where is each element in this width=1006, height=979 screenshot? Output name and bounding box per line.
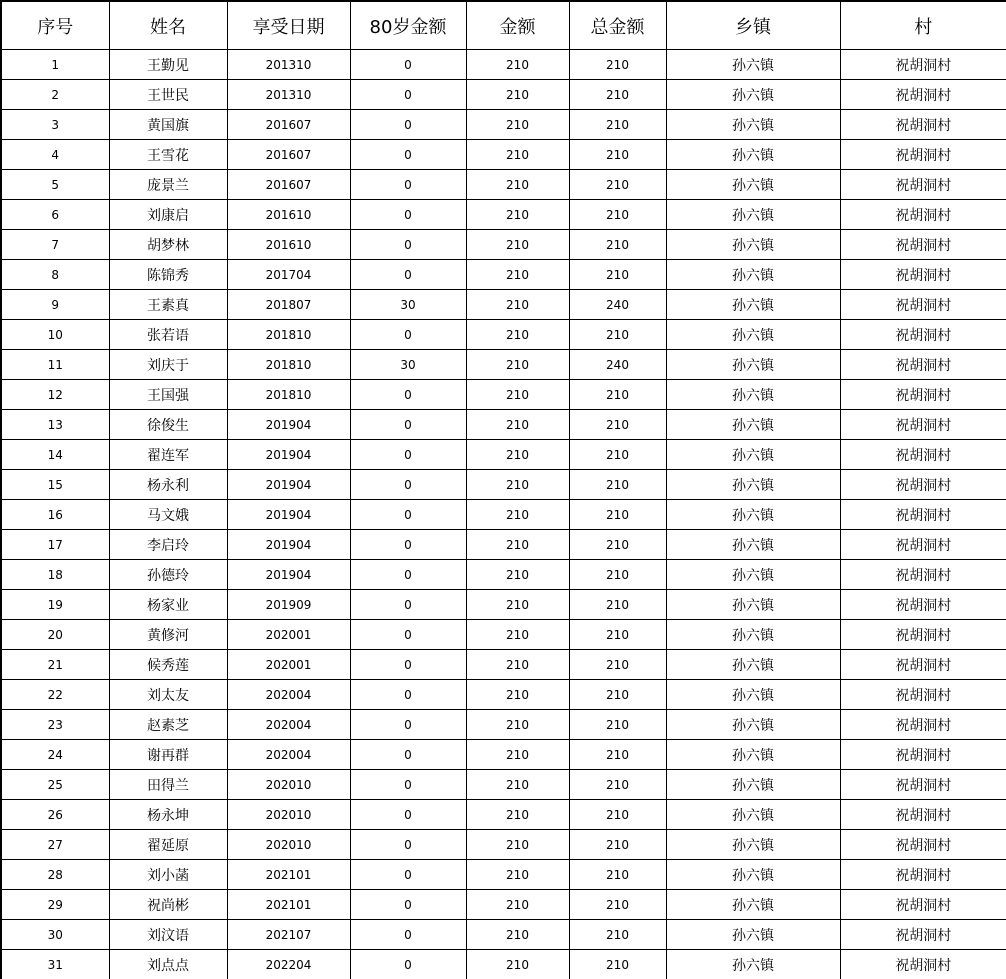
total-amount-cell: 210 — [569, 860, 666, 890]
township-cell: 孙六镇 — [666, 890, 840, 920]
total-amount-cell: 210 — [569, 770, 666, 800]
age80-amount-cell: 0 — [350, 530, 466, 560]
amount-cell: 210 — [466, 320, 569, 350]
table-row — [1, 140, 1006, 170]
name-cell: 候秀莲 — [109, 650, 227, 680]
village-cell: 祝胡洞村 — [840, 380, 1006, 410]
table-row — [1, 110, 1006, 140]
table-row — [1, 890, 1006, 920]
name-cell: 赵素芝 — [109, 710, 227, 740]
amount-cell: 210 — [466, 620, 569, 650]
age80-amount-cell: 0 — [350, 890, 466, 920]
age80-amount-cell: 0 — [350, 200, 466, 230]
amount-cell: 210 — [466, 950, 569, 979]
header-start-date: 享受日期 — [227, 1, 350, 50]
total-amount-cell: 210 — [569, 560, 666, 590]
name-cell: 刘小菡 — [109, 860, 227, 890]
name-cell: 王国强 — [109, 380, 227, 410]
date-cell: 201904 — [227, 470, 350, 500]
date-cell: 202001 — [227, 620, 350, 650]
township-cell: 孙六镇 — [666, 560, 840, 590]
total-amount-cell: 210 — [569, 590, 666, 620]
township-cell: 孙六镇 — [666, 530, 840, 560]
name-cell: 翟延原 — [109, 830, 227, 860]
table-row — [1, 590, 1006, 620]
header-total-amount: 总金额 — [569, 1, 666, 50]
age80-amount-cell: 0 — [350, 140, 466, 170]
total-amount-cell: 210 — [569, 920, 666, 950]
village-cell: 祝胡洞村 — [840, 230, 1006, 260]
total-amount-cell: 210 — [569, 530, 666, 560]
name-cell: 刘太友 — [109, 680, 227, 710]
total-amount-cell: 210 — [569, 710, 666, 740]
table-row — [1, 920, 1006, 950]
amount-cell: 210 — [466, 350, 569, 380]
amount-cell: 210 — [466, 800, 569, 830]
age80-amount-cell: 0 — [350, 770, 466, 800]
name-cell: 刘汶语 — [109, 920, 227, 950]
township-cell: 孙六镇 — [666, 380, 840, 410]
serial-cell: 21 — [1, 650, 109, 680]
township-cell: 孙六镇 — [666, 920, 840, 950]
total-amount-cell: 210 — [569, 500, 666, 530]
age80-amount-cell: 0 — [350, 440, 466, 470]
township-cell: 孙六镇 — [666, 770, 840, 800]
village-cell: 祝胡洞村 — [840, 50, 1006, 80]
amount-cell: 210 — [466, 140, 569, 170]
table-row — [1, 290, 1006, 320]
total-amount-cell: 210 — [569, 440, 666, 470]
total-amount-cell: 210 — [569, 650, 666, 680]
serial-cell: 2 — [1, 80, 109, 110]
header-serial-number: 序号 — [1, 1, 109, 50]
age80-amount-cell: 30 — [350, 350, 466, 380]
village-cell: 祝胡洞村 — [840, 800, 1006, 830]
township-cell: 孙六镇 — [666, 860, 840, 890]
date-cell: 202107 — [227, 920, 350, 950]
table-row — [1, 470, 1006, 500]
serial-cell: 31 — [1, 950, 109, 979]
age80-amount-cell: 0 — [350, 680, 466, 710]
township-cell: 孙六镇 — [666, 350, 840, 380]
name-cell: 王素真 — [109, 290, 227, 320]
serial-cell: 11 — [1, 350, 109, 380]
serial-cell: 24 — [1, 740, 109, 770]
serial-cell: 25 — [1, 770, 109, 800]
serial-cell: 7 — [1, 230, 109, 260]
age80-amount-cell: 0 — [350, 260, 466, 290]
table-row — [1, 530, 1006, 560]
age80-amount-cell: 0 — [350, 740, 466, 770]
age80-amount-cell: 0 — [350, 500, 466, 530]
amount-cell: 210 — [466, 110, 569, 140]
township-cell: 孙六镇 — [666, 140, 840, 170]
date-cell: 202010 — [227, 800, 350, 830]
amount-cell: 210 — [466, 680, 569, 710]
table-row — [1, 170, 1006, 200]
name-cell: 黄国旗 — [109, 110, 227, 140]
name-cell: 王世民 — [109, 80, 227, 110]
amount-cell: 210 — [466, 260, 569, 290]
table-row — [1, 560, 1006, 590]
total-amount-cell: 210 — [569, 200, 666, 230]
name-cell: 王雪花 — [109, 140, 227, 170]
name-cell: 祝尚彬 — [109, 890, 227, 920]
amount-cell: 210 — [466, 590, 569, 620]
amount-cell: 210 — [466, 290, 569, 320]
table-row — [1, 260, 1006, 290]
township-cell: 孙六镇 — [666, 650, 840, 680]
serial-cell: 17 — [1, 530, 109, 560]
township-cell: 孙六镇 — [666, 710, 840, 740]
date-cell: 201310 — [227, 50, 350, 80]
total-amount-cell: 210 — [569, 620, 666, 650]
village-cell: 祝胡洞村 — [840, 440, 1006, 470]
village-cell: 祝胡洞村 — [840, 620, 1006, 650]
table-row — [1, 860, 1006, 890]
header-township: 乡镇 — [666, 1, 840, 50]
date-cell: 202101 — [227, 890, 350, 920]
serial-cell: 8 — [1, 260, 109, 290]
village-cell: 祝胡洞村 — [840, 350, 1006, 380]
name-cell: 王勤见 — [109, 50, 227, 80]
table-row — [1, 770, 1006, 800]
age80-amount-cell: 0 — [350, 80, 466, 110]
serial-cell: 26 — [1, 800, 109, 830]
village-cell: 祝胡洞村 — [840, 590, 1006, 620]
serial-cell: 5 — [1, 170, 109, 200]
village-cell: 祝胡洞村 — [840, 920, 1006, 950]
total-amount-cell: 210 — [569, 800, 666, 830]
name-cell: 刘庆于 — [109, 350, 227, 380]
village-cell: 祝胡洞村 — [840, 290, 1006, 320]
village-cell: 祝胡洞村 — [840, 710, 1006, 740]
age80-amount-cell: 0 — [350, 860, 466, 890]
age80-amount-cell: 0 — [350, 920, 466, 950]
amount-cell: 210 — [466, 200, 569, 230]
total-amount-cell: 210 — [569, 260, 666, 290]
serial-cell: 4 — [1, 140, 109, 170]
township-cell: 孙六镇 — [666, 410, 840, 440]
village-cell: 祝胡洞村 — [840, 80, 1006, 110]
village-cell: 祝胡洞村 — [840, 410, 1006, 440]
amount-cell: 210 — [466, 440, 569, 470]
village-cell: 祝胡洞村 — [840, 650, 1006, 680]
name-cell: 陈锦秀 — [109, 260, 227, 290]
table-row — [1, 230, 1006, 260]
township-cell: 孙六镇 — [666, 800, 840, 830]
serial-cell: 19 — [1, 590, 109, 620]
township-cell: 孙六镇 — [666, 170, 840, 200]
village-cell: 祝胡洞村 — [840, 260, 1006, 290]
serial-cell: 15 — [1, 470, 109, 500]
amount-cell: 210 — [466, 50, 569, 80]
township-cell: 孙六镇 — [666, 80, 840, 110]
table-row — [1, 950, 1006, 979]
date-cell: 202010 — [227, 770, 350, 800]
name-cell: 杨永坤 — [109, 800, 227, 830]
total-amount-cell: 210 — [569, 320, 666, 350]
date-cell: 201607 — [227, 140, 350, 170]
date-cell: 202004 — [227, 710, 350, 740]
date-cell: 201607 — [227, 170, 350, 200]
name-cell: 黄修河 — [109, 620, 227, 650]
header-age80-amount: 80岁金额 — [350, 1, 466, 50]
name-cell: 孙德玲 — [109, 560, 227, 590]
amount-cell: 210 — [466, 770, 569, 800]
total-amount-cell: 210 — [569, 170, 666, 200]
village-cell: 祝胡洞村 — [840, 500, 1006, 530]
township-cell: 孙六镇 — [666, 230, 840, 260]
date-cell: 201810 — [227, 380, 350, 410]
date-cell: 201607 — [227, 110, 350, 140]
age80-amount-cell: 30 — [350, 290, 466, 320]
date-cell: 202004 — [227, 740, 350, 770]
total-amount-cell: 210 — [569, 230, 666, 260]
age80-amount-cell: 0 — [350, 710, 466, 740]
amount-cell: 210 — [466, 710, 569, 740]
village-cell: 祝胡洞村 — [840, 890, 1006, 920]
total-amount-cell: 210 — [569, 50, 666, 80]
amount-cell: 210 — [466, 830, 569, 860]
table-row — [1, 80, 1006, 110]
amount-cell: 210 — [466, 380, 569, 410]
serial-cell: 28 — [1, 860, 109, 890]
amount-cell: 210 — [466, 170, 569, 200]
name-cell: 田得兰 — [109, 770, 227, 800]
age80-amount-cell: 0 — [350, 620, 466, 650]
age80-amount-cell: 0 — [350, 110, 466, 140]
table-row — [1, 380, 1006, 410]
total-amount-cell: 240 — [569, 350, 666, 380]
age80-amount-cell: 0 — [350, 410, 466, 440]
name-cell: 杨永利 — [109, 470, 227, 500]
header-village: 村 — [840, 1, 1006, 50]
table-row — [1, 200, 1006, 230]
name-cell: 徐俊生 — [109, 410, 227, 440]
township-cell: 孙六镇 — [666, 680, 840, 710]
age80-amount-cell: 0 — [350, 590, 466, 620]
village-cell: 祝胡洞村 — [840, 560, 1006, 590]
date-cell: 201610 — [227, 230, 350, 260]
township-cell: 孙六镇 — [666, 50, 840, 80]
amount-cell: 210 — [466, 530, 569, 560]
serial-cell: 30 — [1, 920, 109, 950]
total-amount-cell: 210 — [569, 80, 666, 110]
date-cell: 201704 — [227, 260, 350, 290]
table-body — [1, 50, 1006, 979]
date-cell: 202004 — [227, 680, 350, 710]
age80-amount-cell: 0 — [350, 650, 466, 680]
village-cell: 祝胡洞村 — [840, 740, 1006, 770]
serial-cell: 13 — [1, 410, 109, 440]
table-row — [1, 410, 1006, 440]
age80-amount-cell: 0 — [350, 560, 466, 590]
date-cell: 201810 — [227, 350, 350, 380]
table-row — [1, 680, 1006, 710]
table-row — [1, 320, 1006, 350]
village-cell: 祝胡洞村 — [840, 830, 1006, 860]
age80-amount-cell: 0 — [350, 380, 466, 410]
header-amount: 金额 — [466, 1, 569, 50]
age80-amount-cell: 0 — [350, 320, 466, 350]
township-cell: 孙六镇 — [666, 470, 840, 500]
amount-cell: 210 — [466, 890, 569, 920]
amount-cell: 210 — [466, 740, 569, 770]
total-amount-cell: 210 — [569, 410, 666, 440]
total-amount-cell: 210 — [569, 680, 666, 710]
total-amount-cell: 210 — [569, 380, 666, 410]
date-cell: 201904 — [227, 410, 350, 440]
amount-cell: 210 — [466, 470, 569, 500]
date-cell: 202010 — [227, 830, 350, 860]
age80-amount-cell: 0 — [350, 470, 466, 500]
name-cell: 庞景兰 — [109, 170, 227, 200]
township-cell: 孙六镇 — [666, 620, 840, 650]
table-row — [1, 440, 1006, 470]
table-row — [1, 740, 1006, 770]
village-cell: 祝胡洞村 — [840, 140, 1006, 170]
total-amount-cell: 240 — [569, 290, 666, 320]
serial-cell: 27 — [1, 830, 109, 860]
serial-cell: 6 — [1, 200, 109, 230]
township-cell: 孙六镇 — [666, 110, 840, 140]
date-cell: 202001 — [227, 650, 350, 680]
serial-cell: 9 — [1, 290, 109, 320]
village-cell: 祝胡洞村 — [840, 110, 1006, 140]
total-amount-cell: 210 — [569, 470, 666, 500]
serial-cell: 29 — [1, 890, 109, 920]
township-cell: 孙六镇 — [666, 440, 840, 470]
date-cell: 201610 — [227, 200, 350, 230]
serial-cell: 20 — [1, 620, 109, 650]
header-name: 姓名 — [109, 1, 227, 50]
township-cell: 孙六镇 — [666, 200, 840, 230]
village-cell: 祝胡洞村 — [840, 170, 1006, 200]
table-row — [1, 710, 1006, 740]
village-cell: 祝胡洞村 — [840, 680, 1006, 710]
amount-cell: 210 — [466, 80, 569, 110]
date-cell: 201909 — [227, 590, 350, 620]
village-cell: 祝胡洞村 — [840, 320, 1006, 350]
amount-cell: 210 — [466, 650, 569, 680]
amount-cell: 210 — [466, 230, 569, 260]
total-amount-cell: 210 — [569, 140, 666, 170]
village-cell: 祝胡洞村 — [840, 860, 1006, 890]
village-cell: 祝胡洞村 — [840, 200, 1006, 230]
township-cell: 孙六镇 — [666, 830, 840, 860]
date-cell: 202101 — [227, 860, 350, 890]
age80-amount-cell: 0 — [350, 230, 466, 260]
name-cell: 马文娥 — [109, 500, 227, 530]
township-cell: 孙六镇 — [666, 500, 840, 530]
serial-cell: 16 — [1, 500, 109, 530]
age80-amount-cell: 0 — [350, 50, 466, 80]
table-row — [1, 500, 1006, 530]
date-cell: 201310 — [227, 80, 350, 110]
table-row — [1, 50, 1006, 80]
name-cell: 刘点点 — [109, 950, 227, 979]
header-row — [1, 1, 1006, 50]
name-cell: 翟连军 — [109, 440, 227, 470]
township-cell: 孙六镇 — [666, 290, 840, 320]
township-cell: 孙六镇 — [666, 590, 840, 620]
total-amount-cell: 210 — [569, 740, 666, 770]
township-cell: 孙六镇 — [666, 950, 840, 979]
total-amount-cell: 210 — [569, 950, 666, 979]
age80-amount-cell: 0 — [350, 170, 466, 200]
name-cell: 张若语 — [109, 320, 227, 350]
name-cell: 杨家业 — [109, 590, 227, 620]
amount-cell: 210 — [466, 920, 569, 950]
age80-amount-cell: 0 — [350, 800, 466, 830]
serial-cell: 23 — [1, 710, 109, 740]
amount-cell: 210 — [466, 560, 569, 590]
date-cell: 201904 — [227, 500, 350, 530]
township-cell: 孙六镇 — [666, 260, 840, 290]
village-cell: 祝胡洞村 — [840, 470, 1006, 500]
table-row — [1, 620, 1006, 650]
amount-cell: 210 — [466, 860, 569, 890]
serial-cell: 14 — [1, 440, 109, 470]
table-row — [1, 350, 1006, 380]
table-row — [1, 650, 1006, 680]
total-amount-cell: 210 — [569, 890, 666, 920]
total-amount-cell: 210 — [569, 830, 666, 860]
name-cell: 刘康启 — [109, 200, 227, 230]
table-row — [1, 800, 1006, 830]
table-row — [1, 830, 1006, 860]
serial-cell: 10 — [1, 320, 109, 350]
amount-cell: 210 — [466, 500, 569, 530]
serial-cell: 3 — [1, 110, 109, 140]
township-cell: 孙六镇 — [666, 320, 840, 350]
date-cell: 202204 — [227, 950, 350, 979]
serial-cell: 1 — [1, 50, 109, 80]
date-cell: 201807 — [227, 290, 350, 320]
amount-cell: 210 — [466, 410, 569, 440]
name-cell: 胡梦林 — [109, 230, 227, 260]
serial-cell: 22 — [1, 680, 109, 710]
serial-cell: 12 — [1, 380, 109, 410]
village-cell: 祝胡洞村 — [840, 950, 1006, 979]
date-cell: 201904 — [227, 560, 350, 590]
total-amount-cell: 210 — [569, 110, 666, 140]
village-cell: 祝胡洞村 — [840, 770, 1006, 800]
date-cell: 201810 — [227, 320, 350, 350]
age80-amount-cell: 0 — [350, 830, 466, 860]
name-cell: 谢再群 — [109, 740, 227, 770]
date-cell: 201904 — [227, 530, 350, 560]
name-cell: 李启玲 — [109, 530, 227, 560]
serial-cell: 18 — [1, 560, 109, 590]
township-cell: 孙六镇 — [666, 740, 840, 770]
age80-amount-cell: 0 — [350, 950, 466, 979]
date-cell: 201904 — [227, 440, 350, 470]
village-cell: 祝胡洞村 — [840, 530, 1006, 560]
